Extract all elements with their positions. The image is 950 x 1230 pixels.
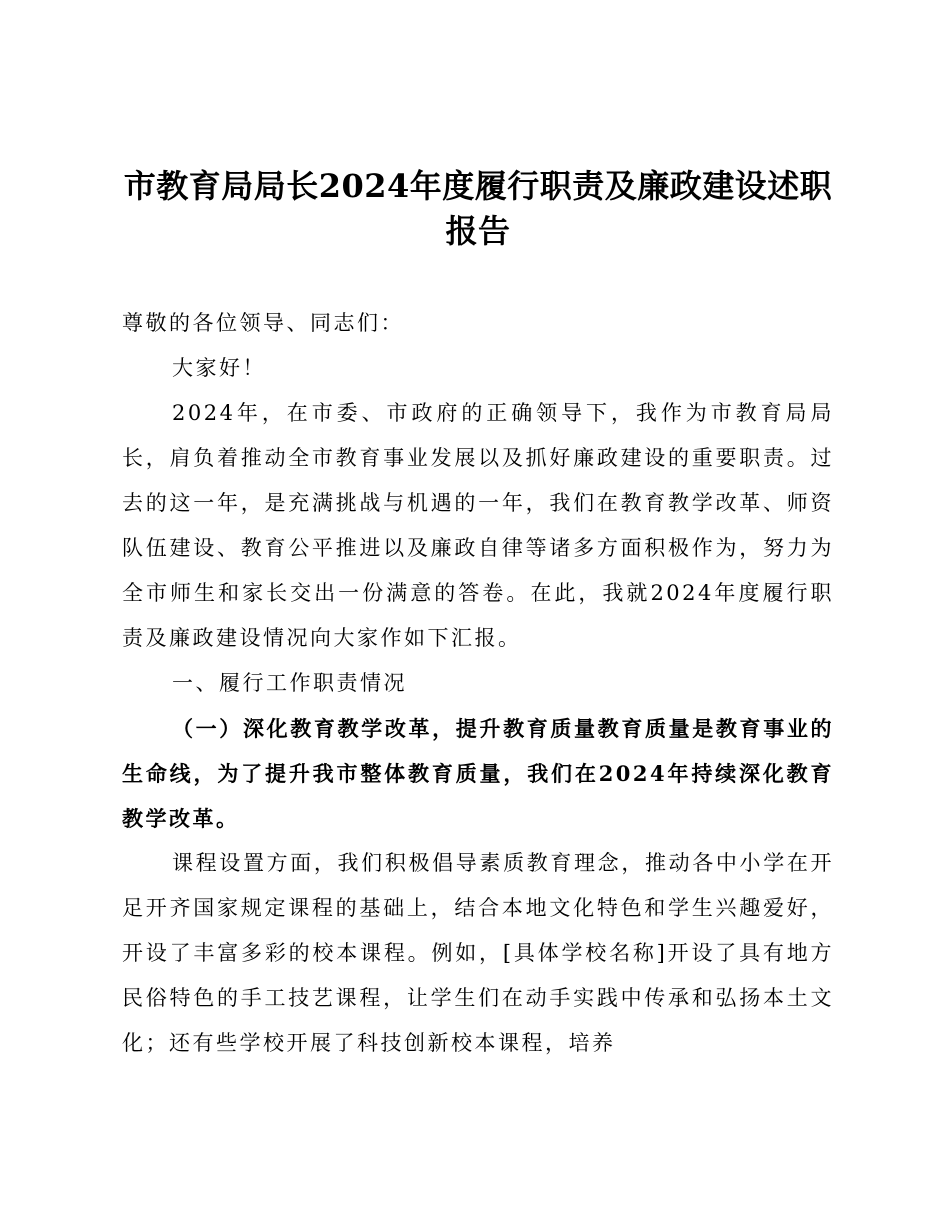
- document-title: 市教育局局长2024年度履行职责及廉政建设述职报告: [123, 167, 833, 250]
- intro-paragraph: 2024年，在市委、市政府的正确领导下，我作为市教育局局长，肩负着推动全市教育事业发展以及抓好廉政建设的重要职责。过去的这一年，是充满挑战与机遇的一年，我们在教育教学改革、师资队伍建设、教育公平推进以及廉政自律等诸多方面积极作为，努力为全市师生和家长交出一份满意的答卷。在此，我就2024年度履行职责及廉政建设情况向大家作如下汇报。: [122, 401, 834, 650]
- greeting: 大家好！: [172, 356, 266, 380]
- salutation: 尊敬的各位领导、同志们：: [122, 311, 404, 335]
- document-body: [122, 301, 834, 1066]
- subsection-heading: （一）深化教育教学改革，提升教育质量教育质量是教育事业的生命线，为了提升我市整体教育质量，我们在2024年持续深化教育教学改革。: [122, 716, 834, 831]
- section-heading: 一、履行工作职责情况: [172, 671, 407, 695]
- body-paragraph: 课程设置方面，我们积极倡导素质教育理念，推动各中小学在开足开齐国家规定课程的基础上，结合本地文化特色和学生兴趣爱好，开设了丰富多彩的校本课程。例如，[具体学校名称]开设了具有地方民俗特色的手工技艺课程，让学生们在动手实践中传承和弘扬本土文化；还有些学校开展了科技创新校本课程，培养: [122, 851, 834, 1055]
